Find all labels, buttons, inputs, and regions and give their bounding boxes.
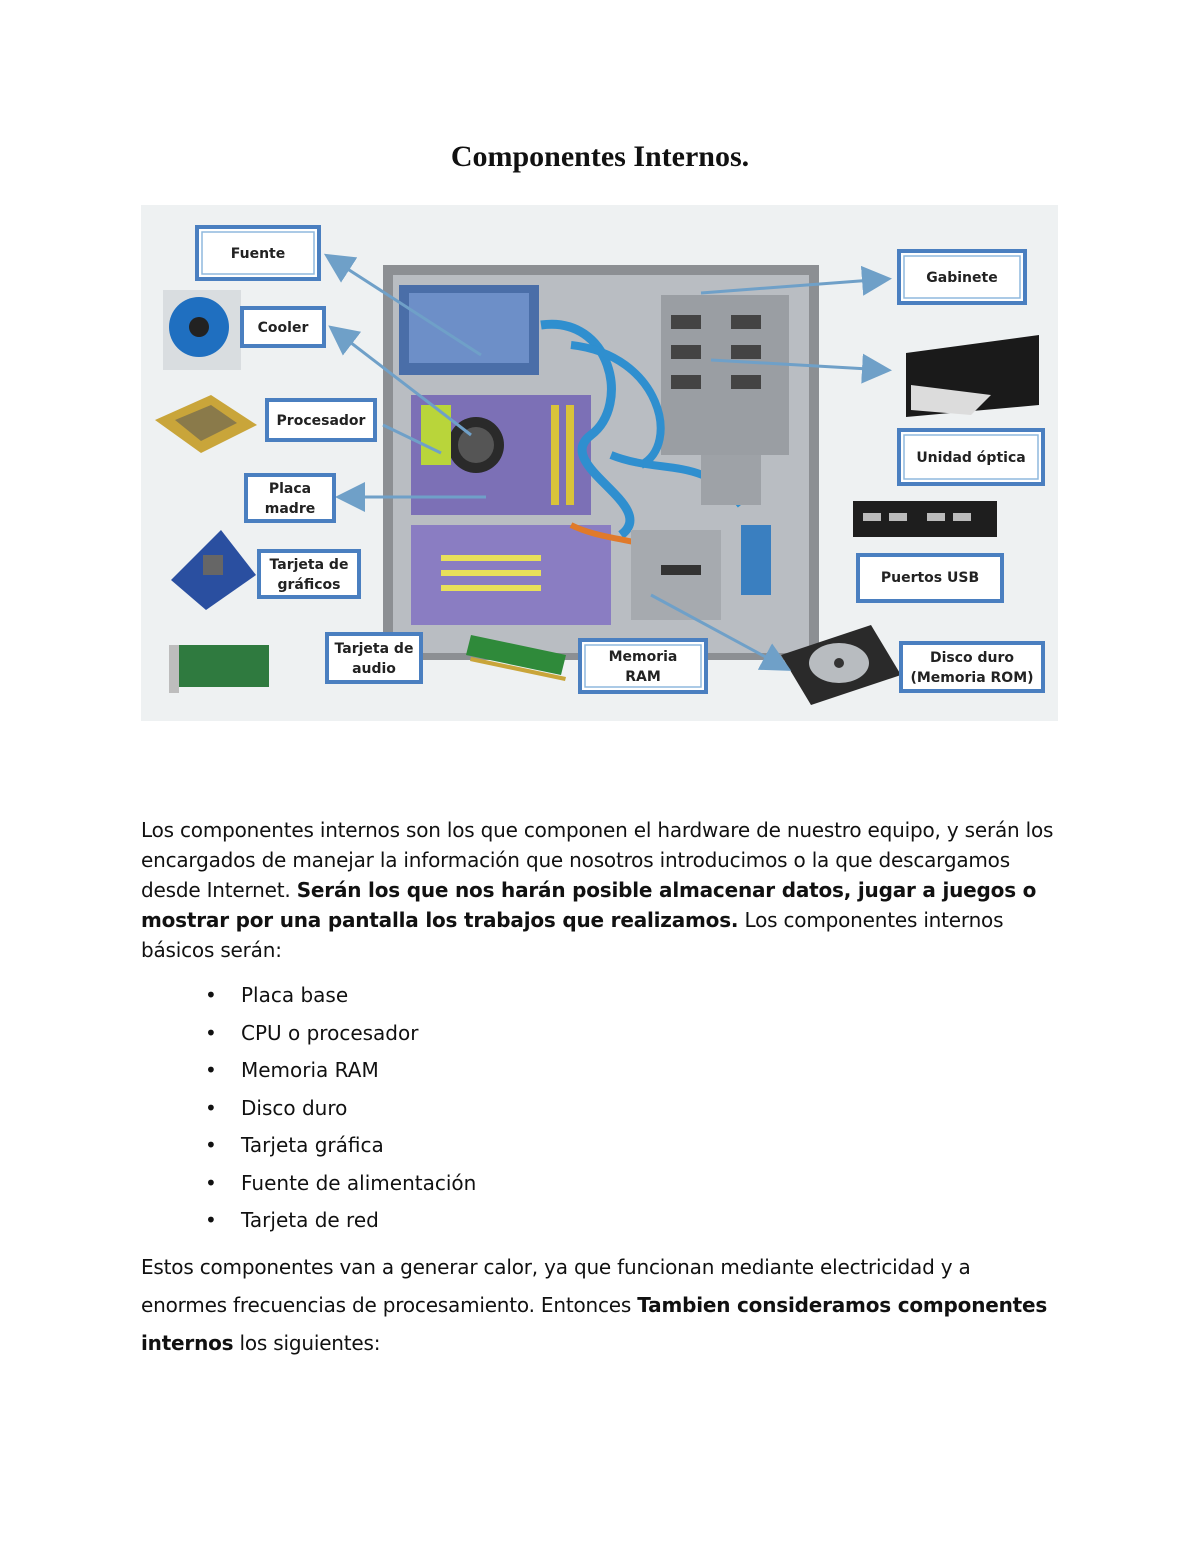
list-item: • Tarjeta gráfica [141,1130,1041,1168]
graphics-card-photo [171,530,256,610]
list-item: • Disco duro [141,1093,1041,1131]
label-tarjeta-audio [327,634,421,682]
list-item: • Placa base [141,980,1041,1018]
closing-paragraph-part2: los siguientes: [233,1331,381,1355]
label-tarjeta-graficos-text-1: Tarjeta de [269,557,349,573]
label-tarjeta-graficos [259,551,359,597]
label-gabinete [899,251,1025,303]
list-item: • Memoria RAM [141,1055,1041,1093]
label-placa-madre-text-2: madre [264,501,316,517]
label-memoria-ram-text-2: RAM [625,669,661,685]
label-disco-duro-text-2: (Memoria ROM) [910,670,1034,686]
label-placa-madre-text-1: Placa [268,481,312,497]
label-unidad-optica-text: Unidad óptica [916,450,1026,466]
label-disco-duro-text-1: Disco duro [929,650,1015,666]
label-gabinete-text: Gabinete [926,270,998,286]
label-tarjeta-audio-text-1: Tarjeta de [334,641,414,657]
intro-paragraph-part2: Los componentes internos básicos serán: [141,908,1004,962]
label-fuente-text: Fuente [230,246,286,262]
list-item: • Tarjeta de red [141,1205,1041,1243]
intro-paragraph [141,815,1061,965]
optical-drive-photo [906,335,1039,417]
closing-paragraph [141,1248,1061,1362]
intro-paragraph-bold: Serán los que nos harán posible almacenar datos, jugar a juegos o mostrar por una pantalla los trabajos que realizamos. [141,878,1037,932]
list-item: • CPU o procesador [141,1018,1041,1056]
label-placa-madre [246,475,334,521]
label-memoria-ram-text-1: Memoria [608,649,678,665]
label-tarjeta-audio-text-2: audio [352,661,396,677]
cooler-photo [163,290,241,370]
label-procesador [267,400,375,440]
label-unidad-optica [899,430,1043,484]
label-fuente [197,227,319,279]
audio-card-photo [169,645,269,693]
processor-photo [155,395,257,453]
label-memoria-ram [580,640,706,692]
label-puertos-usb-text: Puertos USB [880,570,980,586]
closing-paragraph-bold: Tambien consideramos componentes internos [141,1293,1048,1355]
closing-paragraph-part1: Estos componentes van a generar calor, ya que funcionan mediante electricidad y a enormes frecuencias de procesamiento. Entonces [141,1255,971,1317]
page-title: Componentes Internos. [450,140,750,173]
list-item: • Fuente de alimentación [141,1168,1041,1206]
label-cooler-text: Cooler [257,320,309,336]
label-puertos-usb [858,555,1002,601]
usb-ports-photo [853,501,997,537]
label-cooler [242,308,324,346]
intro-paragraph-part1: Los componentes internos son los que componen el hardware de nuestro equipo, y serán los encargados de manejar la información que nosotros introducimos o la que descargamos desde Internet. [141,818,1054,902]
pc-case-photo [383,265,819,660]
components-diagram [141,205,1058,721]
label-disco-duro [901,643,1043,691]
label-procesador-text: Procesador [276,413,366,429]
label-tarjeta-graficos-text-2: gráficos [277,577,341,593]
components-list [141,980,1041,1243]
components-diagram-svg [141,205,1058,721]
